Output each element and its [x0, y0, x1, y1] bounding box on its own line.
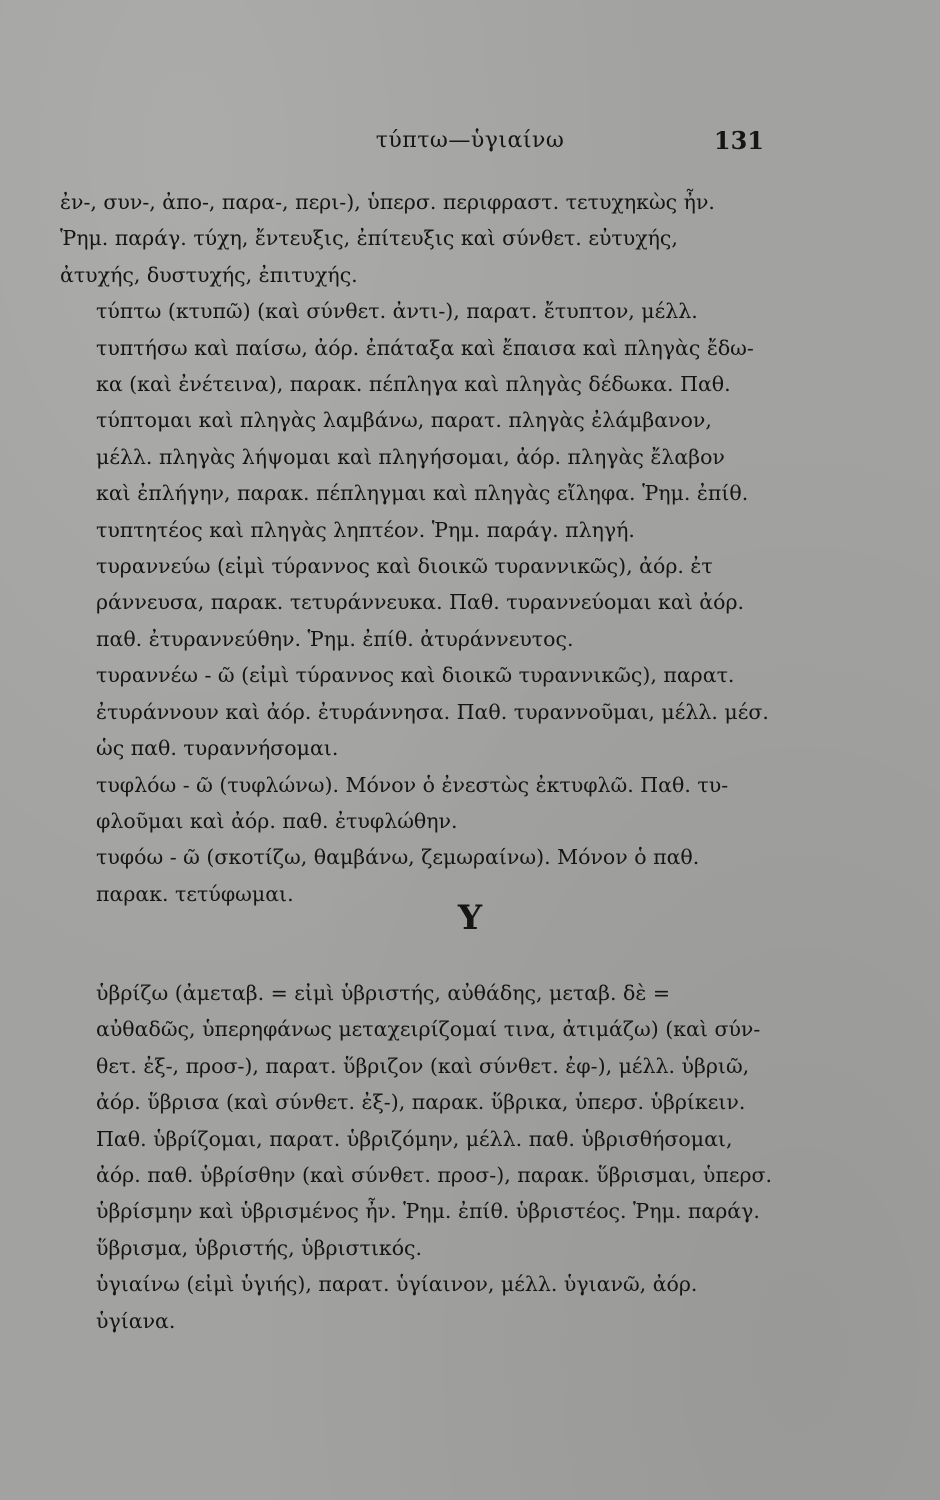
- text-line: τυπτήσω καὶ παίσω, ἀόρ. ἐπάταξα καὶ ἔπαισα καὶ πληγὰς ἔδω-: [96, 335, 754, 360]
- text-line: ἀτυχής, δυστυχής, ἐπιτυχής.: [60, 262, 358, 287]
- text-line: ὑβρίζω (ἀμεταβ. = εἰμὶ ὑβριστής, αὐθάδης, μεταβ. δὲ =: [96, 981, 671, 1005]
- entry-hybrizo: [60, 975, 795, 1266]
- entry-tyranneo: [60, 657, 795, 766]
- text-line: τυφλόω - ῶ (τυφλώνω). Μόνον ὁ ἐνεστὼς ἐκτυφλῶ. Παθ. τυ-: [96, 772, 729, 797]
- text-line: Ῥημ. παράγ. τύχη, ἔντευξις, ἐπίτευξις καὶ σύνθετ. εὐτυχής,: [60, 226, 678, 251]
- text-line: τύπτω (κτυπῶ) (καὶ σύνθετ. ἀντι-), παρατ. ἔτυπτον, μέλλ.: [96, 299, 698, 324]
- text-line: αὐθαδῶς, ὑπερηφάνως μεταχειρίζομαί τινα, ἀτιμάζω) (καὶ σύν-: [96, 1017, 761, 1042]
- running-title: τύπτω—ὑγιαίνω: [375, 128, 565, 153]
- dictionary-entries-t: [60, 184, 795, 912]
- text-line: φλοῦμαι καὶ ἀόρ. παθ. ἐτυφλώθην.: [96, 808, 458, 833]
- text-line: τύπτομαι καὶ πληγὰς λαμβάνω, παρατ. πληγὰς ἐλάμβανον,: [96, 408, 712, 433]
- text-line: ἀόρ. παθ. ὑβρίσθην (καὶ σύνθετ. προσ-), παρακ. ὕβρισμαι, ὑπερσ.: [96, 1163, 773, 1188]
- text-line: παθ. ἐτυραννεύθην. Ῥημ. ἐπίθ. ἀτυράννευτος.: [96, 626, 574, 651]
- text-line: ἐν-, συν-, ἀπο-, παρα-, περι-), ὑπερσ. περιφραστ. τετυχηκὼς ἦν.: [60, 190, 715, 214]
- entry-hygiaino: [60, 1266, 795, 1339]
- text-line: Παθ. ὑβρίζομαι, παρατ. ὑβριζόμην, μέλλ. παθ. ὑβρισθήσομαι,: [96, 1126, 733, 1151]
- entry-continuation: [60, 184, 795, 293]
- entry-typhloo: [60, 767, 795, 840]
- dictionary-entries-y: [60, 975, 795, 1339]
- text-line: τυπτητέος καὶ πληγὰς ληπτέον. Ῥημ. παράγ. πληγή.: [96, 517, 635, 542]
- text-line: ὡς παθ. τυραννήσομαι.: [96, 736, 339, 761]
- text-line: ἐτυράννουν καὶ ἀόρ. ἐτυράννησα. Παθ. τυραννοῦμαι, μέλλ. μέσ.: [96, 699, 769, 724]
- text-line: κα (καὶ ἐνέτεινα), παρακ. πέπληγα καὶ πληγὰς δέδωκα. Παθ.: [96, 372, 731, 397]
- text-line: ὑβρίσμην καὶ ὑβρισμένος ἦν. Ῥημ. ἐπίθ. ὑβριστέος. Ῥημ. παράγ.: [96, 1199, 760, 1224]
- entry-typto: [60, 293, 795, 548]
- text-line: ὕβρισμα, ὑβριστής, ὑβριστικός.: [96, 1235, 423, 1260]
- text-line: θετ. ἐξ-, προσ-), παρατ. ὕβριζον (καὶ σύνθετ. ἐφ-), μέλλ. ὑβριῶ,: [96, 1053, 750, 1078]
- text-line: τυραννεύω (εἰμὶ τύραννος καὶ διοικῶ τυραννικῶς), ἀόρ. ἐτ: [96, 554, 713, 579]
- text-line: ὑγίανα.: [96, 1308, 176, 1333]
- text-line: ράννευσα, παρακ. τετυράννευκα. Παθ. τυραννεύομαι καὶ ἀόρ.: [96, 590, 745, 615]
- entry-tyranneuo: [60, 548, 795, 657]
- text-line: ἀόρ. ὕβρισα (καὶ σύνθετ. ἐξ-), παρακ. ὕβρικα, ὑπερσ. ὑβρίκειν.: [96, 1090, 746, 1115]
- page-number: 131: [713, 126, 764, 155]
- text-line: μέλλ. πληγὰς λήψομαι καὶ πληγήσομαι, ἀόρ. πληγὰς ἔλαβον: [96, 444, 725, 469]
- text-line: ὑγιαίνω (εἰμὶ ὑγιής), παρατ. ὑγίαινον, μέλλ. ὑγιανῶ, ἀόρ.: [96, 1272, 698, 1297]
- text-line: τυραννέω - ῶ (εἰμὶ τύραννος καὶ διοικῶ τυραννικῶς), παρατ.: [96, 663, 735, 688]
- section-letter-heading: Υ: [457, 898, 483, 938]
- text-line: παρακ. τετύφωμαι.: [96, 881, 294, 906]
- text-line: τυφόω - ῶ (σκοτίζω, θαμβάνω, ζεμωραίνω). Μόνον ὁ παθ.: [96, 845, 700, 870]
- text-line: καὶ ἐπλήγην, παρακ. πέπληγμαι καὶ πληγὰς εἴληφα. Ῥημ. ἐπίθ.: [96, 481, 749, 506]
